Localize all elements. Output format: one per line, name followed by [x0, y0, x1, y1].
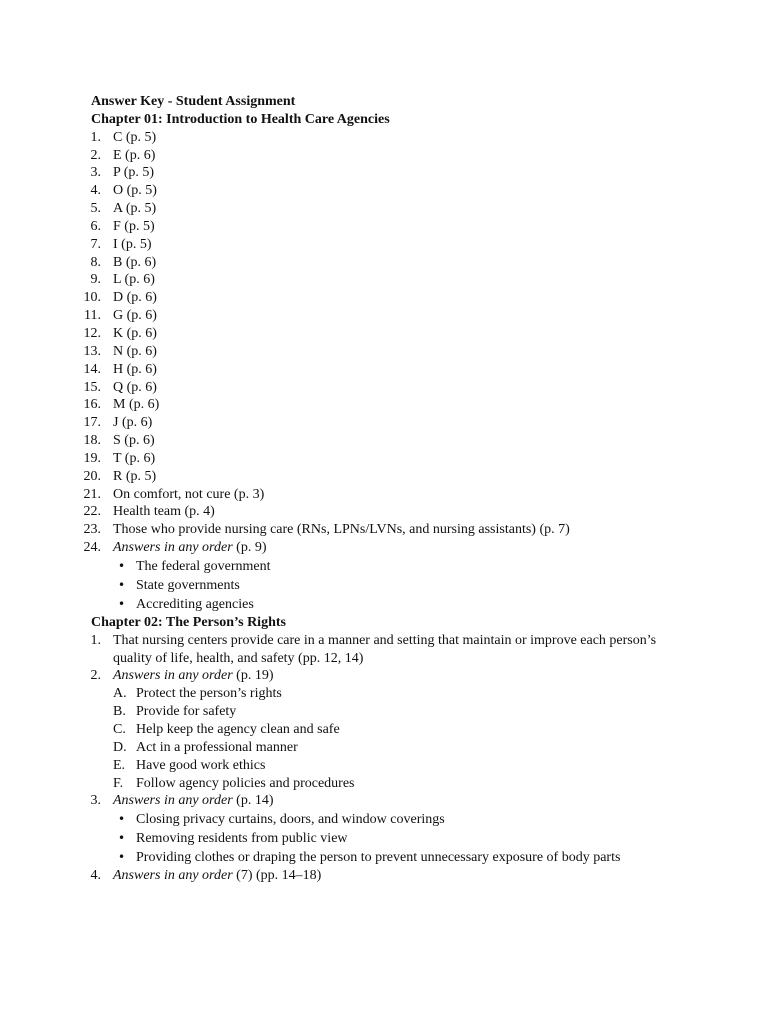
- item-text: B (p. 6): [113, 254, 157, 270]
- item-number: 1.: [90, 632, 101, 648]
- item-text: T (p. 6): [113, 450, 156, 466]
- answer-item: [0, 432, 768, 450]
- sub-text: Act in a professional manner: [136, 739, 298, 755]
- sub-text: Have good work ethics: [136, 757, 266, 773]
- item-text: P (p. 5): [113, 165, 155, 181]
- item-text: K (p. 6): [113, 325, 157, 341]
- item-text: H (p. 6): [113, 361, 157, 377]
- sub-letter: F.: [113, 775, 124, 791]
- item-text: C (p. 5): [113, 129, 157, 145]
- item-number: 21.: [83, 486, 101, 502]
- item-number: 3.: [90, 793, 101, 809]
- answer-item: [0, 632, 682, 668]
- bullet-text: State governments: [136, 577, 240, 593]
- answer-item: [0, 521, 768, 539]
- item-number: 14.: [83, 361, 101, 377]
- item-number: 24.: [83, 540, 101, 556]
- item-text: That nursing centers provide care in a manner and setting that maintain or improve each person’s quality of life, health, and safety (pp. 12, 14): [113, 632, 657, 666]
- answer-item: [0, 254, 768, 272]
- bullet-item: [0, 848, 768, 867]
- sub-item: [0, 685, 768, 703]
- item-number: 11.: [84, 308, 101, 324]
- bullet-item: [0, 810, 768, 829]
- item-number: 22.: [83, 504, 101, 520]
- item-text: Q (p. 6): [113, 379, 157, 395]
- item-text: L (p. 6): [113, 272, 155, 288]
- item-number: 23.: [83, 522, 101, 538]
- sub-letter: C.: [113, 722, 126, 737]
- answer-item: [0, 164, 768, 182]
- answer-item: [0, 486, 768, 504]
- item-number: 15.: [83, 379, 101, 395]
- bullet-icon: [118, 829, 125, 848]
- item-number: 17.: [83, 415, 101, 431]
- item-text: F (p. 5): [113, 218, 155, 234]
- item-number: 2.: [90, 668, 101, 684]
- instruction-italic: Answers in any order: [113, 668, 233, 684]
- bullet-text: Providing clothes or draping the person to prevent unnecessary exposure of body parts: [136, 850, 621, 866]
- item-text: G (p. 6): [113, 308, 157, 324]
- bullet-item: [0, 595, 768, 614]
- answer-item: [0, 503, 768, 521]
- sub-letter: A.: [113, 686, 127, 702]
- bullet-icon: [118, 595, 125, 614]
- item-number: 9.: [90, 272, 101, 288]
- item-number: 20.: [83, 468, 101, 484]
- sub-item: [0, 775, 768, 793]
- sub-text: Provide for safety: [136, 704, 237, 720]
- item-number: 19.: [83, 450, 101, 466]
- answer-item: [0, 200, 768, 218]
- answer-item: [0, 307, 768, 325]
- answer-item: [0, 539, 768, 557]
- item-number: 16.: [83, 397, 101, 413]
- answer-item: [0, 147, 768, 165]
- instruction-italic: Answers in any order: [113, 868, 233, 884]
- answer-item: [0, 867, 768, 885]
- bullet-icon: [118, 576, 125, 595]
- sub-letter: B.: [113, 704, 126, 720]
- item-text: S (p. 6): [113, 433, 155, 449]
- answer-item: [0, 379, 768, 397]
- sub-text: Protect the person’s rights: [136, 686, 282, 702]
- bullet-icon: [118, 810, 125, 829]
- sub-item: [0, 739, 768, 757]
- sub-item: [0, 757, 768, 775]
- item-text: (p. 9): [236, 540, 267, 556]
- answer-item: [0, 450, 768, 468]
- item-number: 7.: [90, 236, 101, 252]
- bullet-text: Removing residents from public view: [136, 831, 348, 847]
- item-text: On comfort, not cure (p. 3): [113, 486, 265, 502]
- bullet-icon: [118, 848, 125, 867]
- item-text: (p. 14): [236, 793, 274, 809]
- item-text: N (p. 6): [113, 343, 157, 359]
- answer-item: [0, 667, 768, 685]
- bullet-item: [0, 576, 768, 595]
- sub-text: Follow agency policies and procedures: [136, 775, 355, 791]
- answer-item: [0, 792, 768, 810]
- chapter-title: Chapter 02: The Person’s Rights: [91, 614, 286, 630]
- answer-item: [0, 236, 768, 254]
- bullet-text: Closing privacy curtains, doors, and window coverings: [136, 812, 445, 828]
- chapter-title: Chapter 01: Introduction to Health Care Agencies: [91, 111, 390, 127]
- bullet-text: The federal government: [136, 558, 271, 574]
- item-text: Those who provide nursing care (RNs, LPNs/LVNs, and nursing assistants) (p. 7): [113, 522, 570, 538]
- answer-item: [0, 361, 768, 379]
- item-text: E (p. 6): [113, 147, 156, 163]
- answer-item: [0, 289, 768, 307]
- item-number: 6.: [90, 218, 101, 234]
- item-number: 10.: [83, 290, 101, 306]
- item-text: J (p. 6): [113, 415, 153, 431]
- sub-letter: E.: [113, 757, 126, 773]
- bullet-item: [0, 557, 768, 576]
- sub-item: [0, 703, 768, 721]
- answer-item: [0, 396, 768, 414]
- sub-text: Help keep the agency clean and safe: [136, 722, 340, 737]
- item-text: (7) (pp. 14–18): [236, 868, 322, 884]
- item-number: 12.: [83, 325, 101, 341]
- instruction-italic: Answers in any order: [113, 793, 233, 809]
- bullet-icon: [118, 557, 125, 576]
- answer-item: [0, 414, 768, 432]
- instruction-italic: Answers in any order: [113, 540, 233, 556]
- item-text: O (p. 5): [113, 183, 157, 199]
- item-text: I (p. 5): [113, 236, 152, 252]
- item-number: 4.: [90, 183, 101, 199]
- item-number: 5.: [90, 201, 101, 217]
- item-text: D (p. 6): [113, 290, 157, 306]
- item-number: 3.: [90, 165, 101, 181]
- answer-item: [0, 468, 768, 486]
- item-number: 2.: [90, 147, 101, 163]
- item-text: R (p. 5): [113, 468, 157, 484]
- bullet-text: Accrediting agencies: [136, 596, 254, 612]
- item-number: 1.: [90, 129, 101, 145]
- sub-letter: D.: [113, 739, 127, 755]
- answer-item: [0, 129, 768, 147]
- answer-item: [0, 271, 768, 289]
- item-text: Health team (p. 4): [113, 504, 215, 520]
- document-title: Answer Key - Student Assignment: [91, 94, 296, 109]
- answer-item: [0, 218, 768, 236]
- item-text: M (p. 6): [113, 397, 160, 413]
- item-number: 8.: [90, 254, 101, 270]
- answer-item: [0, 343, 768, 361]
- item-text: (p. 19): [236, 668, 274, 684]
- answer-item: [0, 182, 768, 200]
- bullet-item: [0, 829, 768, 848]
- item-number: 4.: [90, 868, 101, 884]
- sub-item: [0, 721, 768, 739]
- item-number: 13.: [83, 343, 101, 359]
- item-text: A (p. 5): [113, 201, 157, 217]
- answer-item: [0, 325, 768, 343]
- item-number: 18.: [83, 433, 101, 449]
- document-body: [0, 93, 768, 885]
